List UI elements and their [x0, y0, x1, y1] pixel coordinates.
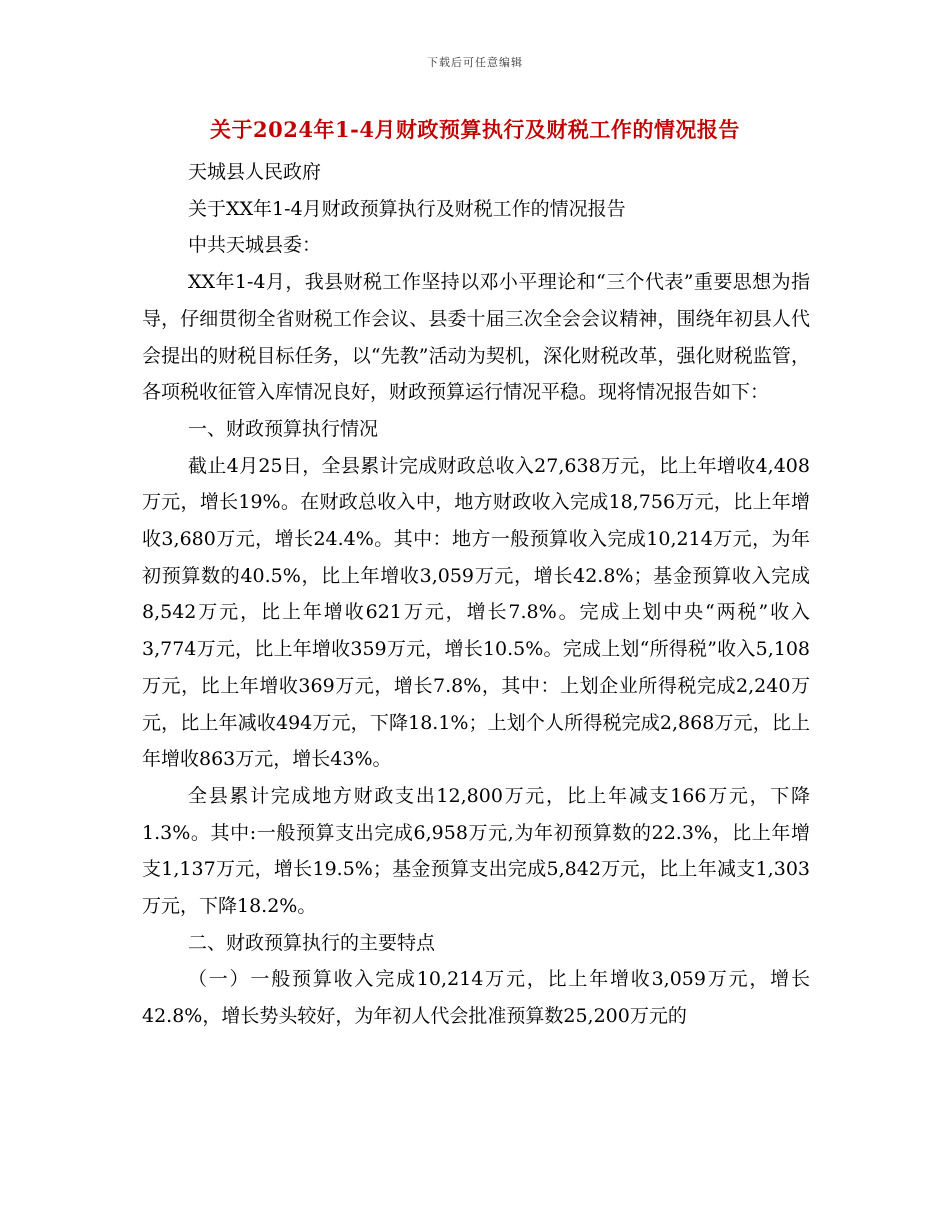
document-body	[142, 154, 810, 1035]
section-heading-2: 二、财政预算执行的主要特点	[188, 931, 436, 954]
report-subtitle: 关于XX年1-4月财政预算执行及财税工作的情况报告	[188, 197, 626, 220]
recipient: 中共天城县委：	[188, 234, 322, 257]
document-title: 关于2024年1-4月财政预算执行及财税工作的情况报告	[210, 117, 740, 142]
section-heading-1: 一、财政预算执行情况	[188, 417, 379, 440]
intro-paragraph: XX年1-4月，我县财税工作坚持以邓小平理论和“三个代表”重要思想为指导，仔细贯彻全省财税工作会议、县委十届三次全会会议精神，围绕年初县人代会提出的财税目标任务，以“先教”活动为契机，深化财税改革，强化财税监管，各项税收征管入库情况良好，财政预算运行情况平稳。现将情况报告如下：	[142, 271, 810, 404]
revenue-paragraph: 截止4月25日，全县累计完成财政总收入27,638万元，比上年增收4,408万元，增长19%。在财政总收入中，地方财政收入完成18,756万元，比上年增收3,680万元，增长24.4%。其中：地方一般预算收入完成10,214万元，为年初预算数的40.5%，比上年增收3,059万元，增长42.8%；基金预算收入完成8,542万元，比上年增收621万元，增长7.8%。完成上划中央“两税”收入3,774万元，比上年增收359万元，增长10.5%。完成上划“所得税”收入5,108万元，比上年增收369万元，增长7.8%，其中：上划企业所得税完成2,240万元，比上年减收494万元，下降18.1%；上划个人所得税完成2,868万元，比上年增收863万元，增长43%。	[142, 454, 810, 771]
header-note: 下载后可任意编辑	[427, 56, 523, 69]
org-name: 天城县人民政府	[188, 161, 322, 183]
point-1-paragraph: （一）一般预算收入完成10,214万元，比上年增收3,059万元，增长42.8%，增长势头较好，为年初人代会批准预算数25,200万元的	[142, 968, 810, 1028]
expenditure-paragraph: 全县累计完成地方财政支出12,800万元，比上年减支166万元，下降1.3%。其中:一般预算支出完成6,958万元,为年初预算数的22.3%，比上年增支1,137万元，增长19.5%；基金预算支出完成5,842万元，比上年减支1,303万元，下降18.2%。	[142, 784, 810, 918]
